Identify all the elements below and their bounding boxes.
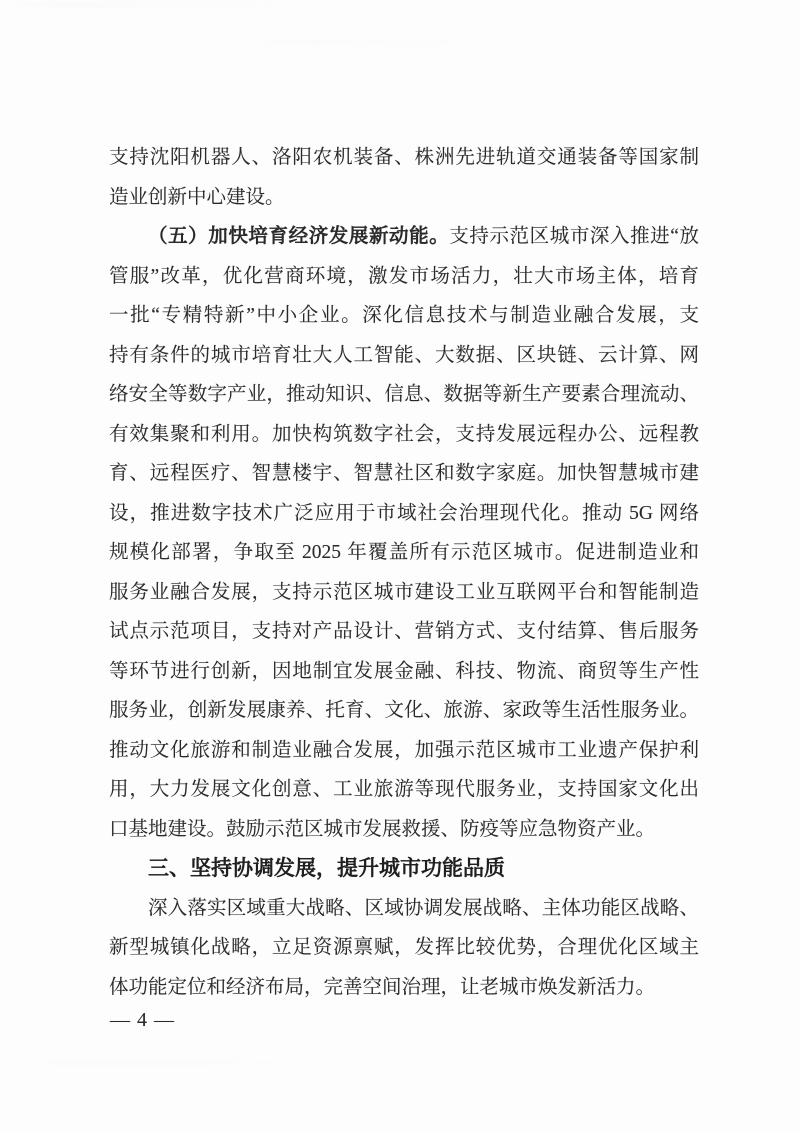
- text-run: 等环节进行创新，因地制宜发展金融、科技、物流、商贸等生产性: [109, 660, 699, 682]
- text-run: 有效集聚和利用。加快构筑数字社会，支持发展远程办公、远程教: [109, 423, 699, 445]
- text-run: 推动文化旅游和制造业融合发展，加强示范区城市工业遗产保护利: [109, 739, 699, 761]
- text-run: 持有条件的城市培育壮大人工智能、大数据、区块链、云计算、网: [109, 344, 699, 366]
- text-run: 设，推进数字技术广泛应用于市域社会治理现代化。推动 5G 网络: [109, 502, 699, 524]
- text-line: [109, 296, 699, 336]
- text-run: 深入落实区域重大战略、区域协调发展战略、主体功能区战略、: [148, 897, 699, 919]
- text-line: [109, 454, 699, 494]
- text-line: [109, 138, 699, 178]
- page-number: — 4 —: [110, 1009, 175, 1031]
- text-run: 服务业融合发展，支持示范区城市建设工业互联网平台和智能制造: [109, 581, 699, 603]
- section-heading: [109, 849, 699, 889]
- text-line: [109, 928, 699, 968]
- text-line: [109, 889, 699, 929]
- text-run: 络安全等数字产业，推动知识、信息、数据等新生产要素合理流动、: [109, 384, 699, 405]
- text-run: 口基地建设。鼓励示范区城市发展救援、防疫等应急物资产业。: [109, 818, 656, 840]
- text-run: 体功能定位和经济布局，完善空间治理，让老城市焕发新活力。: [109, 976, 656, 998]
- text-line: [109, 810, 699, 850]
- text-line: [109, 257, 699, 297]
- text-line: [109, 178, 699, 218]
- text-line: [109, 494, 699, 534]
- text-run: 用，大力发展文化创意、工业旅游等现代服务业，支持国家文化出: [109, 779, 699, 800]
- text-line: [109, 612, 699, 652]
- text-run: 造业创新中心建设。: [109, 186, 285, 208]
- text-line: [109, 375, 699, 415]
- text-run: （五）加快培育经济发展新动能。: [148, 226, 450, 247]
- text-line: [109, 731, 699, 771]
- document-body: [109, 138, 699, 1007]
- text-run: 支持示范区城市深入推进“放: [449, 226, 699, 247]
- scan-artifact: [260, 40, 480, 45]
- text-run: 管服”改革，优化营商环境，激发市场活力，壮大市场主体，培育: [109, 265, 699, 287]
- text-line: [109, 770, 699, 810]
- text-run: 服务业，创新发展康养、托育、文化、旅游、家政等生活性服务业。: [109, 700, 699, 721]
- text-run: 支持沈阳机器人、洛阳农机装备、株洲先进轨道交通装备等国家制: [109, 147, 699, 168]
- text-run: 一批“专精特新”中小企业。深化信息技术与制造业融合发展，支: [109, 305, 699, 326]
- scan-artifact: [10, 2, 310, 8]
- text-line: [109, 415, 699, 455]
- text-line: [109, 691, 699, 731]
- text-run: 新型城镇化战略，立足资源禀赋，发挥比较优势，合理优化区域主: [109, 937, 699, 958]
- text-run: 三、坚持协调发展，提升城市功能品质: [148, 857, 505, 880]
- text-line: [109, 968, 699, 1008]
- text-line: [109, 533, 699, 573]
- text-line: [109, 336, 699, 376]
- text-line: [109, 217, 699, 257]
- text-line: [109, 652, 699, 692]
- text-run: 育、远程医疗、智慧楼宇、智慧社区和数字家庭。加快智慧城市建: [109, 463, 699, 484]
- scan-artifact: [40, 1060, 300, 1065]
- text-line: [109, 573, 699, 613]
- text-run: 试点示范项目，支持对产品设计、营销方式、支付结算、售后服务: [109, 621, 699, 642]
- text-run: 规模化部署，争取至 2025 年覆盖所有示范区城市。促进制造业和: [109, 542, 699, 563]
